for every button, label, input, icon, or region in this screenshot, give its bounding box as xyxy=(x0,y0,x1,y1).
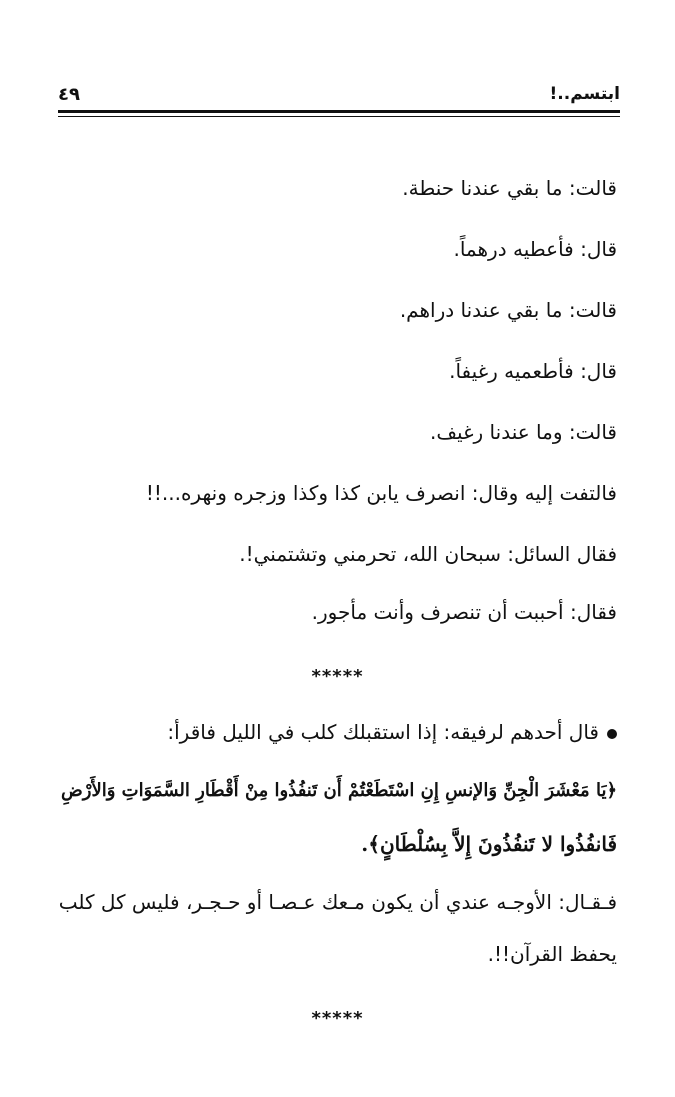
dialogue-line-6: فالتفت إليه وقال: انصرف يابن كذا وكذا وزجره ونهره...!! xyxy=(145,481,617,505)
dialogue-line-3: قالت: ما بقي عندنا دراهم. xyxy=(399,298,617,322)
dialogue-line-5: قالت: وما عندنا رغيف. xyxy=(429,420,617,444)
dialogue-line-1: قالت: ما بقي عندنا حنطة. xyxy=(402,176,617,200)
header-rule-thick xyxy=(58,110,620,113)
quran-verse-line-2: فَانفُذُوا لا تَنفُذُونَ إِلاَّ بِسُلْطَانٍ﴾. xyxy=(361,832,617,856)
section-separator-end: ***** xyxy=(311,1008,364,1029)
running-title: ابتسم..! xyxy=(549,84,620,104)
dialogue-line-4: قال: فأطعميه رغيفاً. xyxy=(449,359,617,383)
dialogue-line-2: قال: فأعطيه درهماً. xyxy=(453,237,617,261)
dialogue-line-7: فقال السائل: سبحان الله، تحرمني وتشتمني!. xyxy=(239,542,617,566)
bullet-icon xyxy=(607,729,617,739)
reply-line-2: يحفظ القرآن!!. xyxy=(487,942,617,966)
header-rule-thin xyxy=(58,116,620,117)
page-header xyxy=(58,84,620,108)
dialogue-line-8: فقال: أحببت أن تنصرف وأنت مأجور. xyxy=(311,600,617,624)
reply-line-1: فـقـال: الأوجـه عندي أن يكون مـعك عـصـا أو حـجـر، فليس كل كلب xyxy=(58,890,617,914)
page-number: ٤٩ xyxy=(58,84,80,105)
anecdote-intro-text: قال أحدهم لرفيقه: إذا استقبلك كلب في الليل فاقرأ: xyxy=(167,720,599,744)
anecdote-intro xyxy=(167,720,617,744)
quran-verse-line-1: ﴿يَا مَعْشَرَ الْجِنِّ وَالإنسِ إِنِ اسْتَطَعْتُمْ أَن تَنفُذُوا مِنْ أَقْطَارِ السَّمَوَاتِ وَالأَرْضِ xyxy=(60,780,617,801)
section-separator: ***** xyxy=(311,666,364,687)
